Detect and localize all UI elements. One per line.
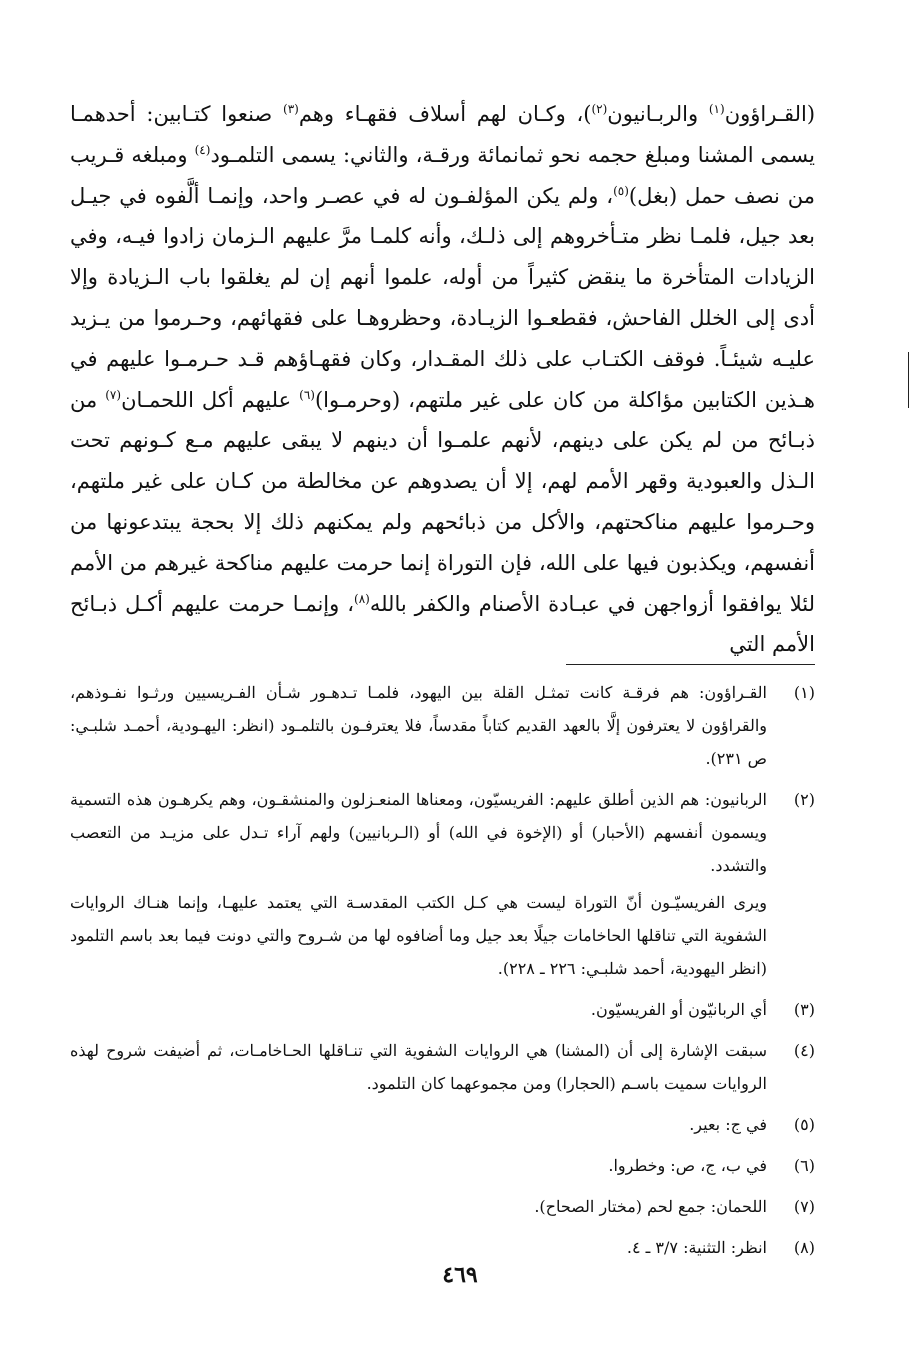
footnote-item [70,1034,815,1100]
footnote-item [70,1190,815,1223]
footnote-number: (٤) [793,1041,815,1060]
footnote-text [70,676,767,775]
footnote-item [70,676,815,775]
footnote-paragraph: أي الربانيّون أو الفريسيّون. [590,1000,767,1019]
footnote-paragraph: في ب، ج، ص: وخطروا. [608,1156,767,1175]
footnote-paragraph: ويرى الفريسيّـون أنّ التوراة ليست هي كـل الكتب المقدسـة التي يعتمد عليهـا، وإنما هنـاك الروايات الشفوية التي تناقلها الحاخامات جيلًا بعد جيل وما أضافوه لها من شـروح والتي دونت فيما بعد باسم التلمود (انظر اليهودية، أحمد شلبـي: ٢٢٦ ـ ٢٢٨). [70,893,767,978]
footnote-number: (٨) [793,1238,815,1257]
footnote-paragraph: الربانيون: هم الذين أطلق عليهم: الفريسيّون، ومعناها المنعـزلون والمنشقـون، وهم يكرهـون هذه التسمية ويسمون أنفسهم (الأحبار) أو (الإخوة في الله) أو (الـربانيين) ولهم آراء تـدل على مزيـد من التعصب والتشدد. [70,790,767,875]
footnotes-list [70,676,815,1272]
footnote-text [70,993,767,1026]
footnote-item [70,1149,815,1182]
page-number: ٤٦٩ [442,1262,478,1288]
footnote-item [70,1231,815,1264]
footnote-text [70,1231,767,1264]
footnote-number: (٢) [793,790,815,809]
footnote-item [70,993,815,1026]
footnote-paragraph: سبقت الإشارة إلى أن (المشنا) هي الروايات الشفوية التي تنـاقلها الحـاخامـات، ثم أضيفت شروح لهذه الروايات سميت باسـم (الحجارا) ومن مجموعهما كان التلمود. [70,1041,768,1093]
footnote-separator [566,664,815,665]
footnote-number: (٥) [793,1115,815,1134]
footnote-paragraph: اللحمان: جمع لحم (مختار الصحاح). [534,1197,767,1216]
footnote-text [70,783,767,985]
margin-scan-mark [908,352,909,408]
footnote-text [70,1190,767,1223]
footnote-paragraph: القـراؤون: هم فرقـة كانت تمثـل القلة بين اليهود، فلمـا تـدهـور شـأن الفـريسيين ورثـوا نفـوذهم، والقراؤون لا يعترفون إلَّا بالعهد القديم كتاباً مقدساً، فلا يعترفـون بالتلمـود (انظر: اليهـودية، أحمـد شلبـي: ص ٢٣١). [70,683,767,768]
footnote-text [70,1149,767,1182]
main-body-text: (القـراؤون$^{(١)}$ والربـانيون$^{(٢)}$)، وكـان لهم أسلاف فقهـاء وهم$^{(٣)}$ صنعوا كتـابين: أحدهمـا يسمى المشنا ومبلغ حجمه نحو ثمانمائة ورقـة، والثاني: يسمى التلمـود$^{(٤)}$ ومبلغه قـريب من نصف حمل (بغل)$^{(٥)}$، ولم يكن المؤلفـون له في عصـر واحد، وإنمـا ألَّفوه في جيـل بعد جيل، فلمـا نظر متـأخروهم إلى ذلـك، وأنه كلمـا مرَّ عليهم الـزمان زادوا فيـه، وفي الزيادات المتأخرة ما ينقض كثيراً من أوله، علموا أنهم إن لم يغلقوا باب الـزيادة وإلا أدى إلى الخلل الفاحش، فقطعـوا الزيـادة، وحظروهـا على فقهائهم، وحـرموا من يـزيد عليـه شيئـاً. فوقف الكتـاب على ذلك المقـدار، وكان فقهـاؤهم قـد حـرمـوا عليهم في هـذين الكتابين مؤاكلة من كان على غير ملتهم، (وحرمـوا)$^{(٦)}$ عليهم أكل اللحمـان$^{(٧)}$ من ذبـائح من لم يكن على دينهم، لأنهم علمـوا أن دينهم لا يبقى عليهم مـع كـونهم تحت الـذل والعبودية وقهر الأمم لهم، إلا أن يصدوهم عن مخالطة من كـان على غير ملتهم، وحـرموا عليهم مناكحتهم، والأكل من ذبائحهم ولم يمكنهم ذلك إلا بحجة يبتدعونها من أنفسهم، ويكذبون فيها على الله، فإن التوراة إنما حرمت عليهم مناكحة غيرهم من الأمم لئلا يوافقوا أزواجهن في عبـادة الأصنام والكفر بالله$^{(٨)}$، وإنمـا حرمت عليهم أكـل ذبـائح الأمم التي [70,102,816,657]
footnote-number: (٧) [793,1197,815,1216]
footnote-number: (٦) [793,1156,815,1175]
footnote-text [70,1108,767,1141]
footnote-number: (٣) [793,1000,815,1019]
footnote-item [70,783,815,985]
footnote-paragraph: انظر: التثنية: ٣/٧ ـ ٤. [626,1238,767,1257]
footnote-number: (١) [793,683,815,702]
footnote-paragraph: في ج: بعير. [689,1115,767,1134]
footnote-item [70,1108,815,1141]
footnote-text [70,1034,767,1100]
